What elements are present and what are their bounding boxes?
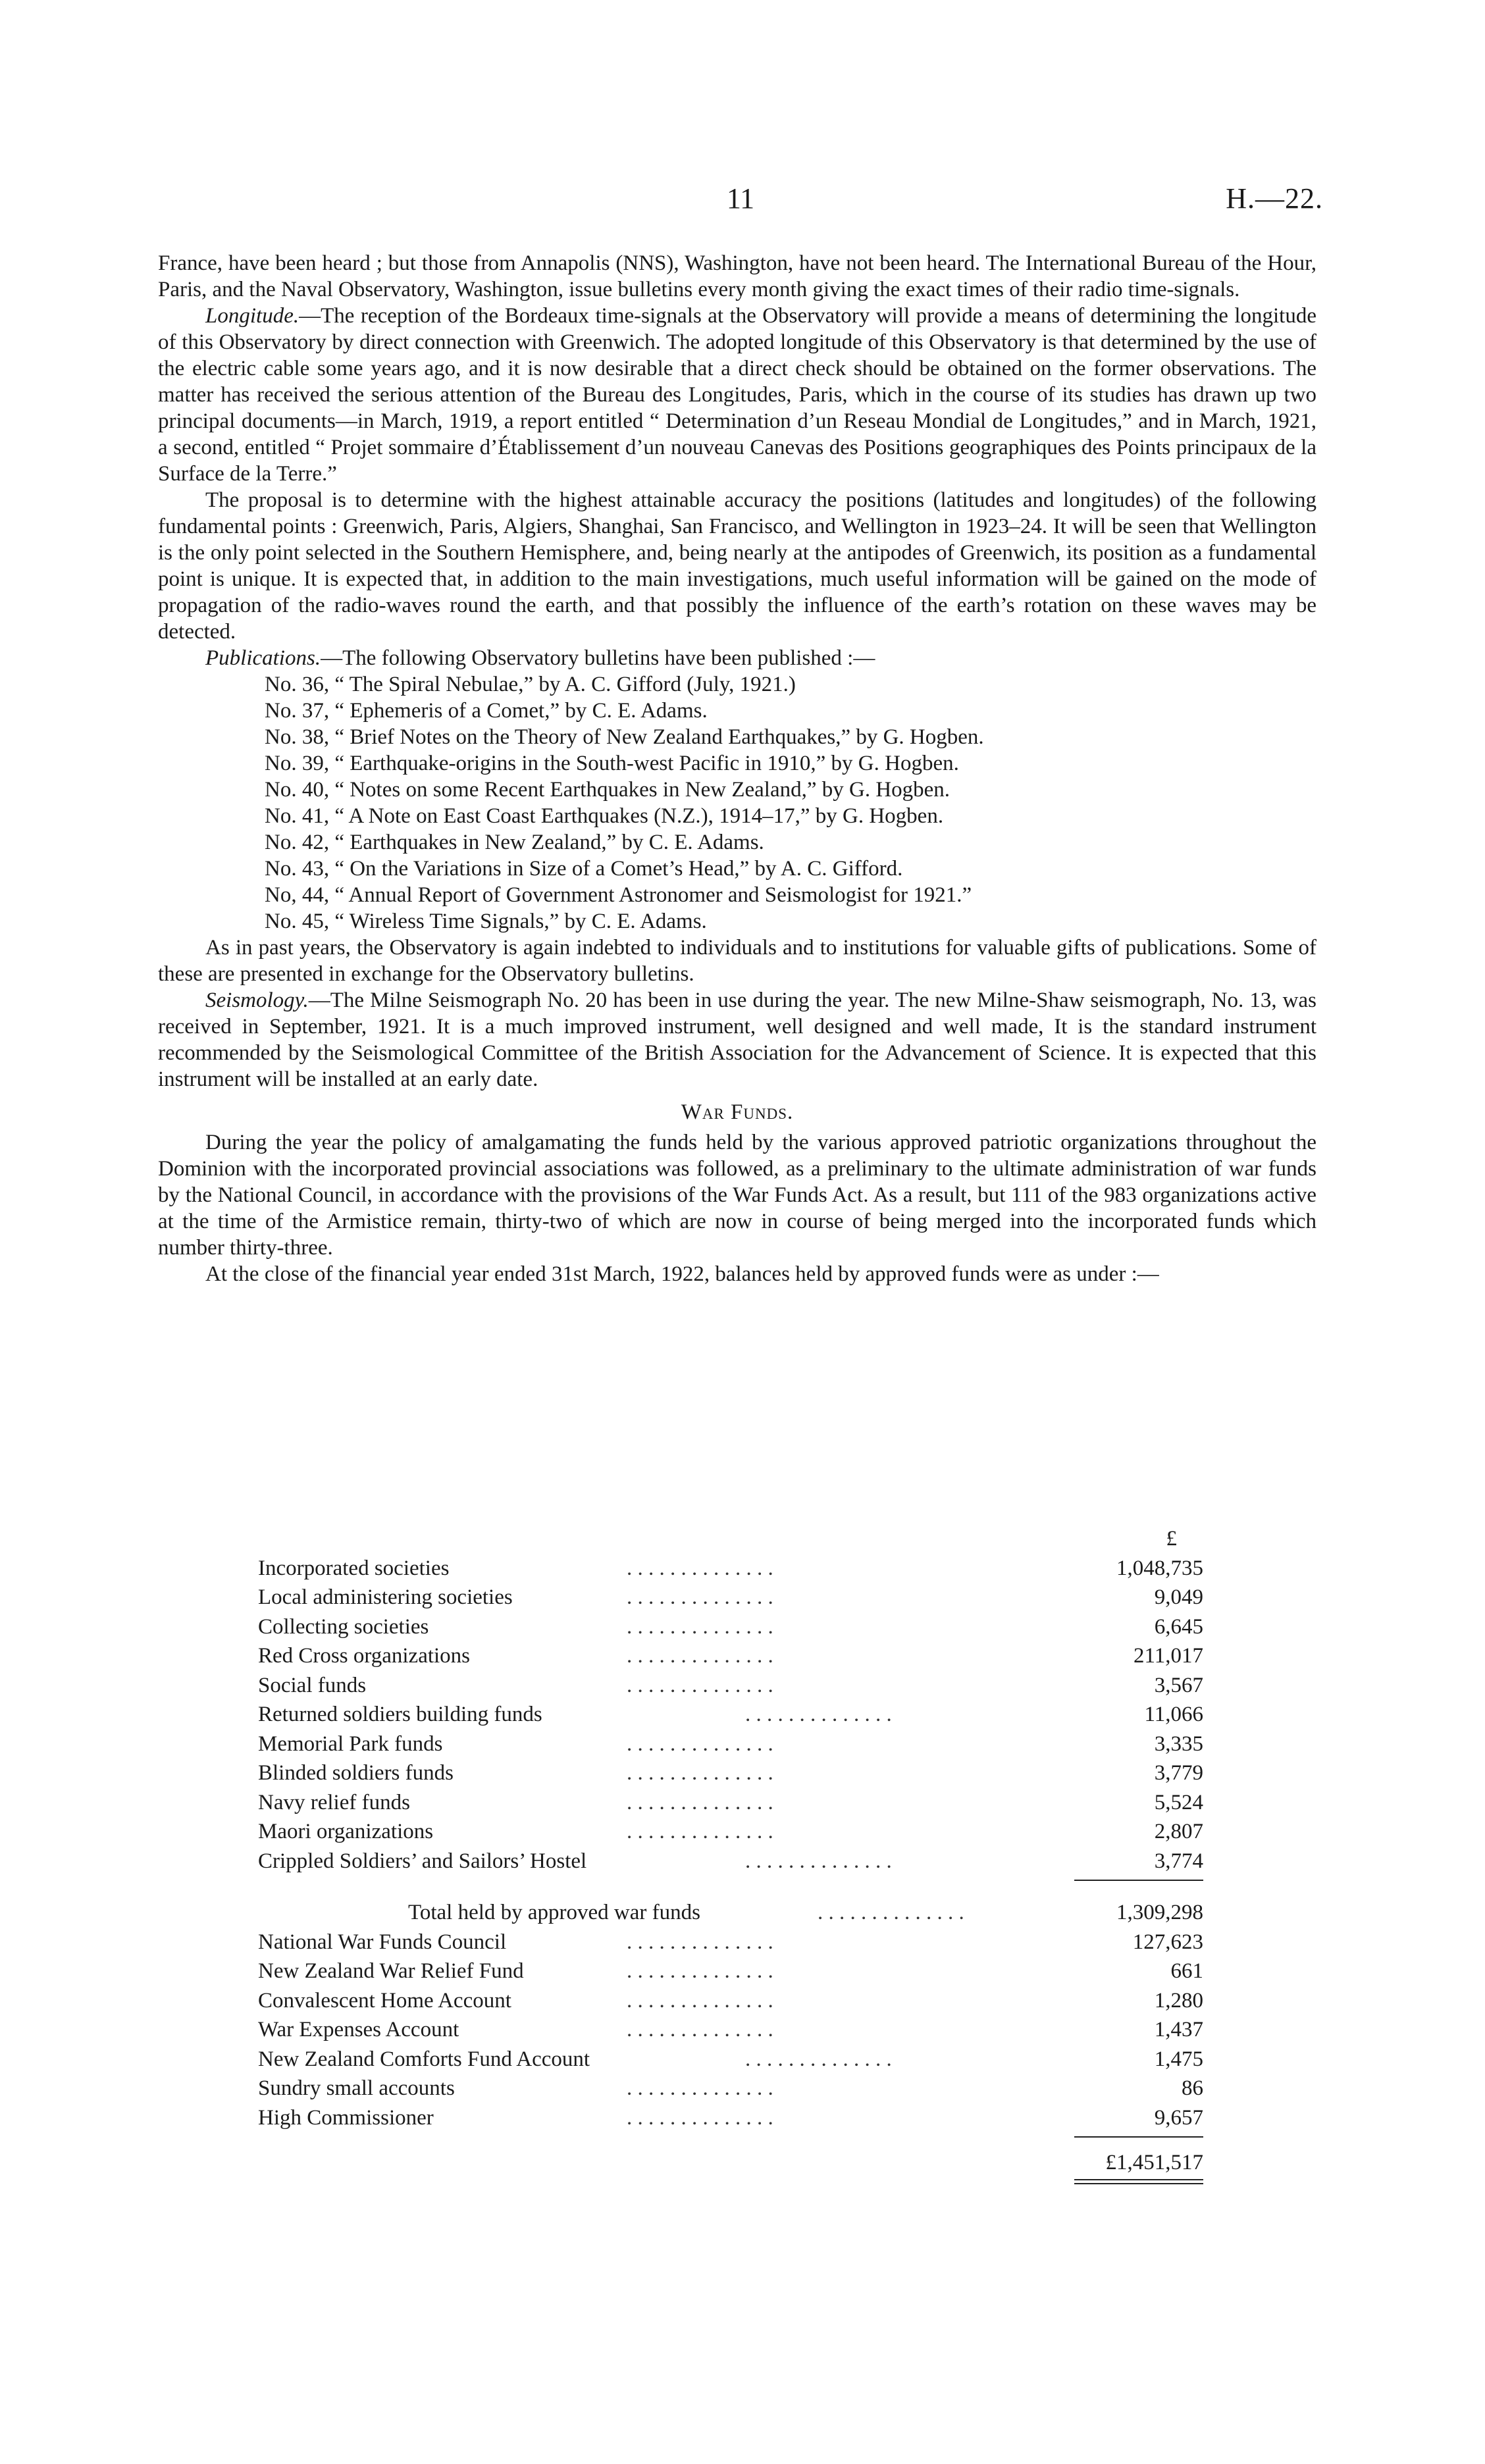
currency-header: £ [1166,1527,1177,1551]
account-label: New Zealand Comforts Fund Account [258,2047,590,2071]
table-row [258,1554,1203,1583]
dot-leader: . . . . . . . . . . . . . . [627,2018,773,2041]
dot-leader: . . . . . . . . . . . . . . [627,1820,773,1843]
publications-list [158,671,1316,935]
table-row [258,1641,1203,1671]
paragraph-longitude [158,303,1316,487]
account-amount: 1,475 [1154,2047,1203,2071]
fund-label: Blinded soldiers funds [258,1761,454,1785]
body-text [158,250,1316,1287]
dot-leader: . . . . . . . . . . . . . . [627,1988,773,2013]
table-row [258,1847,1203,1876]
account-label: High Commissioner [258,2105,434,2130]
dot-leader: . . . . . . . . . . . . . . [627,1585,773,1609]
paragraph-publications [158,645,1316,671]
fund-amount: 3,779 [1154,1761,1203,1785]
dot-leader: . . . . . . . . . . . . . . [745,1703,892,1726]
double-rule [258,2178,1203,2187]
account-label: New Zealand War Relief Fund [258,1959,524,1983]
table-row-grand-total [258,2148,1203,2178]
war-funds-heading: War Funds. [681,1100,794,1124]
account-label: Convalescent Home Account [258,1988,511,2013]
total-amount: 1,309,298 [1116,1901,1203,1924]
fund-label: Red Cross organizations [258,1644,471,1668]
paragraph-past-years: As in past years, the Observatory is again indebted to individuals and to institutions for valuable gifts of publications. Some of these are presented in exchange for the Observatory bulletins. [158,936,1316,986]
fund-label: Navy relief funds [258,1790,410,1814]
paragraph-balances: At the close of the financial year ended 31st March, 1922, balances held by approved funds were as under :— [205,1262,1159,1286]
grand-total-amount: £1,451,517 [1105,2151,1203,2174]
table-row [258,1817,1203,1847]
page-header [158,182,1323,221]
publications-text: —The following Observatory bulletins have been published :— [321,646,875,670]
dot-leader: . . . . . . . . . . . . . . [627,1644,773,1668]
fund-label: Social funds [258,1673,367,1697]
account-label: War Expenses Account [258,2018,459,2041]
fund-label: Incorporated societies [258,1556,450,1580]
list-item: No, 44, “ Annual Report of Government Astronomer and Seismologist for 1921.” [265,883,972,907]
fund-amount: 11,066 [1144,1703,1203,1726]
list-item: No. 39, “ Earthquake-origins in the South-west Pacific in 1910,” by G. Hogben. [265,752,959,775]
list-item: No. 45, “ Wireless Time Signals,” by C. E. Adams. [265,910,707,933]
table-row-total [258,1898,1203,1928]
fund-label: Memorial Park funds [258,1732,443,1756]
table-row [258,1583,1203,1612]
account-amount: 1,437 [1154,2018,1203,2041]
table-row [258,1612,1203,1642]
account-amount: 661 [1170,1959,1203,1983]
table-row [258,1957,1203,1986]
dot-leader: . . . . . . . . . . . . . . [627,1732,773,1756]
table-row [258,1758,1203,1788]
account-amount: 9,657 [1154,2105,1203,2130]
fund-amount: 211,017 [1133,1644,1203,1668]
dot-leader: . . . . . . . . . . . . . . [745,1849,892,1873]
dot-leader: . . . . . . . . . . . . . . [627,1930,773,1954]
list-item: No. 43, “ On the Variations in Size of a Comet’s Head,” by A. C. Gifford. [265,857,903,881]
dot-leader: . . . . . . . . . . . . . . [745,2047,892,2071]
spacer [258,1885,1203,1898]
fund-label: Maori organizations [258,1820,434,1843]
dot-leader: . . . . . . . . . . . . . . [627,1673,773,1697]
subtotal-rule [258,1876,1203,1885]
dot-leader: . . . . . . . . . . . . . . [627,2105,773,2130]
dot-leader: . . . . . . . . . . . . . . [627,1959,773,1983]
dot-leader: . . . . . . . . . . . . . . [818,1901,964,1924]
fund-amount: 3,335 [1154,1732,1203,1756]
fund-amount: 2,807 [1154,1820,1203,1843]
fund-label: Collecting societies [258,1614,429,1639]
table-row [258,1730,1203,1759]
paragraph-war-funds: During the year the policy of amalgamating the funds held by the various approved patriotic organizations throughout the Dominion with the incorporated provincial associations was followed, as a preliminary to the ultimate administration of war funds by the National Council, in accordance with the provisions of the War Funds Act. As a result, but 111 of the 983 organizations active at the time of the Armistice remain, thirty-two of which are now in course of being merged into the incorporated funds which number thirty-three. [158,1131,1316,1260]
longitude-heading: Longitude. [205,304,300,328]
seismology-heading: Seismology. [205,988,309,1012]
table-row [258,2015,1203,2045]
table-row [258,2045,1203,2074]
grand-total-rule [258,2132,1203,2142]
paragraph-seismology [158,987,1316,1092]
page-number: 11 [726,182,755,215]
paragraph-proposal: The proposal is to determine with the highest attainable accuracy the positions (latitudes and longitudes) of the following fundamental points : Greenwich, Paris, Algiers, Shanghai, San Francisco, and Wellington in 1923–24. It will be seen that Wellington is the only point selected in the Southern Hemisphere, and, being nearly at the antipodes of Greenwich, its position as a fundamental point is unique. It is expected that, in addition to the main investigations, much useful information will be gained on the mode of propagation of the radio-waves round the earth, and that possibly the influence of the earth’s rotation on these waves may be detected. [158,488,1316,644]
fund-amount: 3,567 [1154,1673,1203,1697]
fund-amount: 1,048,735 [1116,1556,1203,1580]
dot-leader: . . . . . . . . . . . . . . [627,1761,773,1785]
fund-amount: 5,524 [1154,1790,1203,1814]
fund-amount: 9,049 [1154,1585,1203,1609]
table-row [258,1671,1203,1701]
table-row [258,1928,1203,1957]
account-label: National War Funds Council [258,1930,507,1954]
document-reference: H.—22. [1226,182,1323,215]
list-item: No. 36, “ The Spiral Nebulae,” by A. C. Gifford (July, 1921.) [265,673,796,696]
account-amount: 127,623 [1132,1930,1203,1954]
fund-amount: 3,774 [1154,1849,1203,1873]
dot-leader: . . . . . . . . . . . . . . [627,2076,773,2100]
dot-leader: . . . . . . . . . . . . . . [627,1790,773,1814]
table-row [258,2103,1203,2133]
fund-amount: 6,645 [1154,1614,1203,1639]
dot-leader: . . . . . . . . . . . . . . [627,1614,773,1639]
funds-table [258,1524,1203,2187]
dot-leader: . . . . . . . . . . . . . . [627,1556,773,1580]
fund-label: Returned soldiers building funds [258,1703,542,1726]
publications-heading: Publications. [205,646,321,670]
list-item: No. 40, “ Notes on some Recent Earthquakes in New Zealand,” by G. Hogben. [265,778,951,802]
account-amount: 1,280 [1154,1988,1203,2013]
table-row [258,2074,1203,2103]
table-row [258,1788,1203,1818]
longitude-text: —The reception of the Bordeaux time-signals at the Observatory will provide a means of determining the longitude of this Observatory by direct connection with Greenwich. The adopted longitude of this Observatory is that determined by the use of the electric cable some years ago, and it is now desirable that a direct check should be obtained on the former observations. The matter has received the serious attention of the Bureau des Longitudes, Paris, which in the course of its studies has drawn up two principal documents—in March, 1919, a report entitled “ Determination d’un Reseau Mondial de Longitudes,” and in March, 1921, a second, entitled “ Projet sommaire d’Établissement d’un nouveau Canevas des Positions geographiques des Points principaux de la Surface de la Terre.” [158,304,1316,486]
list-item: No. 38, “ Brief Notes on the Theory of New Zealand Earthquakes,” by G. Hogben. [265,725,984,749]
seismology-text: —The Milne Seismograph No. 20 has been in use during the year. The new Milne-Shaw seismograph, No. 13, was received in September, 1921. It is a much improved instrument, well designed and well made, It is the standard instrument recommended by the Seismological Committee of the British Association for the Advancement of Science. It is expected that this instrument will be installed at an early date. [158,988,1316,1091]
fund-label: Crippled Soldiers’ and Sailors’ Hostel [258,1849,587,1873]
paragraph-time-signals: France, have been heard ; but those from Annapolis (NNS), Washington, have not been heard. The International Bureau of the Hour, Paris, and the Naval Observatory, Washington, issue bulletins every month giving the exact times of their radio time-signals. [158,251,1316,301]
list-item: No. 37, “ Ephemeris of a Comet,” by C. E. Adams. [265,699,708,723]
total-label: Total held by approved war funds [408,1901,700,1924]
account-label: Sundry small accounts [258,2076,455,2100]
list-item: No. 42, “ Earthquakes in New Zealand,” by C. E. Adams. [265,831,764,854]
table-row [258,1986,1203,2016]
fund-label: Local administering societies [258,1585,513,1609]
list-item: No. 41, “ A Note on East Coast Earthquakes (N.Z.), 1914–17,” by G. Hogben. [265,804,944,828]
account-amount: 86 [1182,2076,1203,2100]
table-row [258,1700,1203,1730]
